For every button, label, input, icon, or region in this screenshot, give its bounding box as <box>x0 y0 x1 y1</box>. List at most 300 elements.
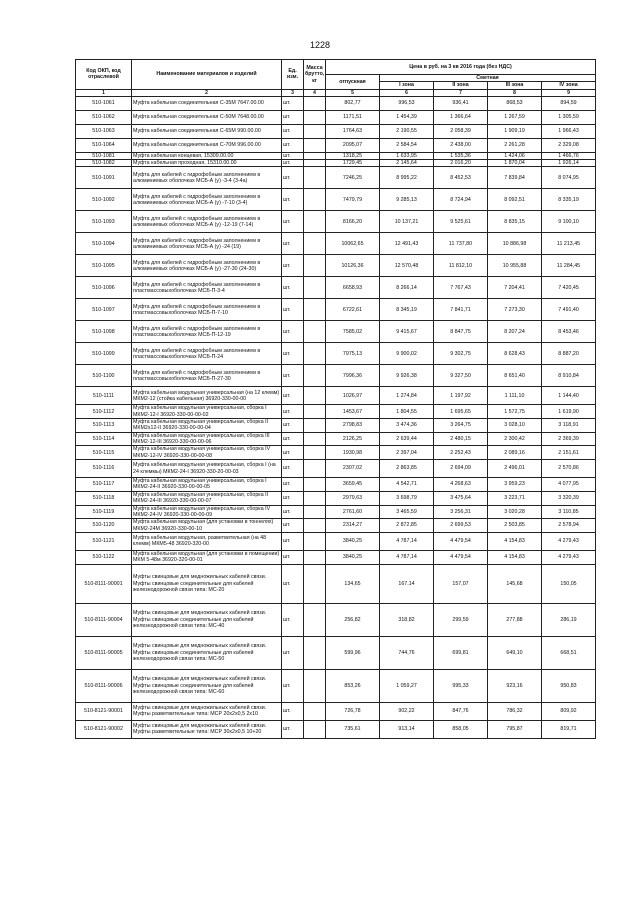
row-zone-1: 902,22 <box>380 702 434 720</box>
header-unit: Ед. изм. <box>282 60 304 90</box>
row-code: 510-1093 <box>76 211 132 233</box>
row-zone-2: 1 695,65 <box>434 405 488 419</box>
row-zone-1: 4 542,71 <box>380 478 434 492</box>
row-mass <box>304 446 326 460</box>
column-number-row <box>76 89 596 96</box>
row-zone-1: 3 465,59 <box>380 505 434 519</box>
row-name: Муфты свинцовые для медножильных кабелей связи. Муфты разветвительные типа: МСР 20х2х0,5 2х10 <box>132 702 282 720</box>
row-zone-1: 9 285,13 <box>380 189 434 211</box>
row-zone-1: 9 900,02 <box>380 343 434 365</box>
row-code: 510-1120 <box>76 519 132 533</box>
table-row <box>76 564 596 603</box>
row-zone-4: 3 118,91 <box>542 419 596 433</box>
row-name: Муфта кабельная модульная (для установки в помещении) МКМ 5-48м 36920-320-00-01 <box>132 550 282 564</box>
row-release: 1318,25 <box>326 152 380 159</box>
row-zone-1: 1 059,27 <box>380 669 434 702</box>
row-zone-1: 12 570,48 <box>380 255 434 277</box>
row-zone-1: 1 804,55 <box>380 405 434 419</box>
row-release: 8166,20 <box>326 211 380 233</box>
row-name: Муфта для кабелей с гидрофобным заполнением в алюминиевых оболочках МСБ-А (у) -27-30 (24-30) <box>132 255 282 277</box>
row-mass <box>304 167 326 189</box>
row-zone-1: 913,14 <box>380 720 434 738</box>
column-number: 7 <box>434 89 488 96</box>
row-name: Муфта кабельная модульная универсальная, сборка I (на 24 клеммы) МКМ2-24-I 36920-330-20-00-03 <box>132 460 282 478</box>
row-unit: шт. <box>282 446 304 460</box>
row-name: Муфта для кабелей с гидрофобным заполнением в алюминиевых оболочках МСБ-А (у) -24 (19) <box>132 233 282 255</box>
row-zone-4: 3 110,85 <box>542 505 596 519</box>
table-row <box>76 110 596 124</box>
row-name: Муфта для кабелей с гидрофобным заполнением в пластмассовыхоболочках МСБ-П-12-19 <box>132 321 282 343</box>
row-zone-4: 11 284,45 <box>542 255 596 277</box>
row-mass <box>304 491 326 505</box>
row-zone-2: 7 767,43 <box>434 277 488 299</box>
table-row <box>76 233 596 255</box>
row-unit: шт. <box>282 365 304 387</box>
row-release: 2126,25 <box>326 432 380 446</box>
row-release: 134,65 <box>326 564 380 603</box>
row-mass <box>304 519 326 533</box>
row-code: 510-1091 <box>76 167 132 189</box>
header-estimate: Сметная <box>380 75 596 82</box>
row-zone-3: 1 267,59 <box>488 110 542 124</box>
row-zone-1: 4 787,14 <box>380 532 434 550</box>
row-zone-3: 8 835,15 <box>488 211 542 233</box>
row-zone-2: 7 841,71 <box>434 299 488 321</box>
row-zone-1: 1 454,39 <box>380 110 434 124</box>
row-zone-4: 11 213,45 <box>542 233 596 255</box>
row-name: Муфта кабельная модульная универсальная, сборка III МКМ2-12-III 36920-330-00-00-06 <box>132 432 282 446</box>
row-mass <box>304 387 326 405</box>
row-zone-3: 795,87 <box>488 720 542 738</box>
row-mass <box>304 110 326 124</box>
row-unit: шт. <box>282 110 304 124</box>
row-release: 1930,98 <box>326 446 380 460</box>
table-row <box>76 211 596 233</box>
row-zone-4: 4 279,43 <box>542 550 596 564</box>
row-zone-2: 8 452,53 <box>434 167 488 189</box>
row-release: 735,61 <box>326 720 380 738</box>
table-row <box>76 505 596 519</box>
row-mass <box>304 550 326 564</box>
table-row <box>76 478 596 492</box>
row-name: Муфта кабельная проходная, 15310.00.00 <box>132 160 282 167</box>
row-name: Муфта кабельная соединительная С-35М 7647.00.00 <box>132 96 282 110</box>
table-body <box>76 96 596 738</box>
row-mass <box>304 636 326 669</box>
row-zone-3: 2 089,16 <box>488 446 542 460</box>
row-zone-2: 299,59 <box>434 603 488 636</box>
row-name: Муфта для кабелей с гидрофобным заполнением в алюминиевых оболочках МСБ-А (у) -3-4 (3-4а) <box>132 167 282 189</box>
row-code: 510-1116 <box>76 460 132 478</box>
row-code: 510-1114 <box>76 432 132 446</box>
row-mass <box>304 321 326 343</box>
row-mass <box>304 419 326 433</box>
row-unit: шт. <box>282 720 304 738</box>
row-code: 510-1122 <box>76 550 132 564</box>
row-mass <box>304 152 326 159</box>
row-zone-3: 8 092,51 <box>488 189 542 211</box>
row-zone-4: 8 453,46 <box>542 321 596 343</box>
row-zone-1: 3 698,79 <box>380 491 434 505</box>
row-release: 7246,25 <box>326 167 380 189</box>
row-zone-3: 8 628,43 <box>488 343 542 365</box>
row-zone-2: 2 016,20 <box>434 160 488 167</box>
row-zone-1: 3 474,36 <box>380 419 434 433</box>
row-zone-4: 8 335,19 <box>542 189 596 211</box>
row-zone-2: 2 252,43 <box>434 446 488 460</box>
row-code: 510-1096 <box>76 277 132 299</box>
row-name: Муфта для кабелей с гидрофобным заполнением в алюминиевых оболочках МСБ-А (у) -7-10 (3-4) <box>132 189 282 211</box>
row-zone-1: 2 639,44 <box>380 432 434 446</box>
row-unit: шт. <box>282 519 304 533</box>
row-release: 802,77 <box>326 96 380 110</box>
row-name: Муфта кабельная модульная универсальная, сборка IV МКМ2-12-IV 36920-330-00-00-08 <box>132 446 282 460</box>
table-row <box>76 550 596 564</box>
column-number: 6 <box>380 89 434 96</box>
row-name: Муфта кабельная модульная универсальная, сборка I МКМ2-12-I 36920-330-00-00-02 <box>132 405 282 419</box>
table-row <box>76 167 596 189</box>
row-unit: шт. <box>282 669 304 702</box>
table-row <box>76 124 596 138</box>
row-unit: шт. <box>282 96 304 110</box>
row-zone-4: 3 320,39 <box>542 491 596 505</box>
header-zone-3: III зона <box>488 82 542 89</box>
row-zone-3: 7 839,84 <box>488 167 542 189</box>
row-zone-1: 8 266,14 <box>380 277 434 299</box>
row-zone-4: 8 074,95 <box>542 167 596 189</box>
row-zone-4: 1 144,40 <box>542 387 596 405</box>
table-row <box>76 491 596 505</box>
row-release: 3659,45 <box>326 478 380 492</box>
column-number: 3 <box>282 89 304 96</box>
row-unit: шт. <box>282 636 304 669</box>
row-zone-4: 2 329,08 <box>542 138 596 152</box>
row-name: Муфта кабельная модульная универсальная, сборка II МКМ2-24-III 36920-330-00-00-07 <box>132 491 282 505</box>
row-zone-2: 3 475,64 <box>434 491 488 505</box>
row-name: Муфта кабельная модульная универсальная, сборка II МКМ2х12-II 36920-330-00-00-04 <box>132 419 282 433</box>
row-name: Муфта для кабелей с гидрофобным заполнением в пластмассовыхоболочках МСБ-П-24 <box>132 343 282 365</box>
table-row <box>76 446 596 460</box>
table-row <box>76 189 596 211</box>
row-mass <box>304 603 326 636</box>
table-row <box>76 519 596 533</box>
row-release: 853,26 <box>326 669 380 702</box>
table-row <box>76 365 596 387</box>
row-name: Муфта кабельная модульная универсальная (на 12 клемм) МКМ2-12 (стойка кабельная) 36920-330-00-00 <box>132 387 282 405</box>
row-code: 510-8111-90004 <box>76 603 132 636</box>
row-zone-2: 995,33 <box>434 669 488 702</box>
row-release: 6658,93 <box>326 277 380 299</box>
row-name: Муфта кабельная модульная (для установки в тоннелях) МКМ2-24М 36920-330-00-10 <box>132 519 282 533</box>
row-zone-4: 950,83 <box>542 669 596 702</box>
column-number: 1 <box>76 89 132 96</box>
row-zone-3: 1 111,10 <box>488 387 542 405</box>
row-release: 1729,45 <box>326 160 380 167</box>
row-name: Муфта для кабелей с гидрофобным заполнением в алюминиевых оболочках МСБ-А (у) -12-19 (7-14) <box>132 211 282 233</box>
table-row <box>76 603 596 636</box>
row-zone-2: 4 479,54 <box>434 532 488 550</box>
row-mass <box>304 702 326 720</box>
row-mass <box>304 564 326 603</box>
table-row <box>76 460 596 478</box>
row-release: 10062,65 <box>326 233 380 255</box>
row-zone-2: 2 699,53 <box>434 519 488 533</box>
row-release: 2314,27 <box>326 519 380 533</box>
row-release: 10126,36 <box>326 255 380 277</box>
header-zone-2: II зона <box>434 82 488 89</box>
row-zone-2: 11 812,10 <box>434 255 488 277</box>
row-zone-3: 4 154,83 <box>488 550 542 564</box>
header-name: Наименование материалов и изделий <box>132 60 282 90</box>
table-row <box>76 405 596 419</box>
row-zone-4: 7 491,40 <box>542 299 596 321</box>
header-code: Код ОКП, код отраслевой <box>76 60 132 90</box>
table-row <box>76 532 596 550</box>
price-table <box>75 59 596 739</box>
row-zone-2: 4 268,63 <box>434 478 488 492</box>
row-release: 3840,25 <box>326 532 380 550</box>
table-row <box>76 152 596 159</box>
row-zone-2: 9 302,75 <box>434 343 488 365</box>
row-unit: шт. <box>282 152 304 159</box>
row-zone-4: 8 910,84 <box>542 365 596 387</box>
row-unit: шт. <box>282 167 304 189</box>
row-zone-2: 4 479,54 <box>434 550 488 564</box>
row-zone-3: 868,53 <box>488 96 542 110</box>
row-mass <box>304 405 326 419</box>
row-zone-1: 744,76 <box>380 636 434 669</box>
row-zone-4: 2 151,61 <box>542 446 596 460</box>
table-row <box>76 387 596 405</box>
row-unit: шт. <box>282 532 304 550</box>
row-zone-1: 2 863,85 <box>380 460 434 478</box>
table-header <box>76 60 596 97</box>
row-release: 1026,97 <box>326 387 380 405</box>
row-unit: шт. <box>282 299 304 321</box>
row-code: 510-8111-90006 <box>76 669 132 702</box>
row-name: Муфты свинцовые для медножильных кабелей связи. Муфты свинцовые соединительные для кабелей железнодорожной связи типа: МС-20 <box>132 564 282 603</box>
row-code: 510-1097 <box>76 299 132 321</box>
row-release: 1453,67 <box>326 405 380 419</box>
row-zone-1: 996,53 <box>380 96 434 110</box>
row-unit: шт. <box>282 603 304 636</box>
row-zone-4: 894,59 <box>542 96 596 110</box>
row-zone-3: 923,16 <box>488 669 542 702</box>
row-name: Муфта кабельная модульная универсальная, сборка I МКМ2-24-II 36920-330-00-00-05 <box>132 478 282 492</box>
row-zone-1: 2 145,64 <box>380 160 434 167</box>
row-zone-3: 1 572,75 <box>488 405 542 419</box>
row-unit: шт. <box>282 702 304 720</box>
row-mass <box>304 124 326 138</box>
row-mass <box>304 432 326 446</box>
row-name: Муфты свинцовые для медножильных кабелей связи. Муфты разветвительные типа: МСР 30х2х0,5 10+20 <box>132 720 282 738</box>
row-release: 2761,60 <box>326 505 380 519</box>
row-unit: шт. <box>282 189 304 211</box>
row-zone-4: 809,92 <box>542 702 596 720</box>
row-zone-3: 3 959,23 <box>488 478 542 492</box>
row-mass <box>304 343 326 365</box>
row-zone-1: 2 397,04 <box>380 446 434 460</box>
row-release: 256,82 <box>326 603 380 636</box>
row-zone-1: 10 137,21 <box>380 211 434 233</box>
table-row <box>76 255 596 277</box>
table-row <box>76 419 596 433</box>
row-zone-2: 9 327,50 <box>434 365 488 387</box>
row-name: Муфта для кабелей с гидрофобным заполнением в пластмассовыхоболочках МСБ-П-27-30 <box>132 365 282 387</box>
row-release: 3840,25 <box>326 550 380 564</box>
row-code: 510-1092 <box>76 189 132 211</box>
row-zone-1: 4 787,14 <box>380 550 434 564</box>
row-code: 510-1094 <box>76 233 132 255</box>
row-zone-4: 7 420,45 <box>542 277 596 299</box>
row-zone-1: 318,82 <box>380 603 434 636</box>
row-release: 7975,13 <box>326 343 380 365</box>
row-zone-1: 1 274,84 <box>380 387 434 405</box>
row-name: Муфта кабельная модульная, разветвительная (на 48 клемм) МКМ5-48 36920-320-00 <box>132 532 282 550</box>
row-mass <box>304 365 326 387</box>
row-zone-4: 1 619,90 <box>542 405 596 419</box>
page-number: 1228 <box>309 40 331 50</box>
table-row <box>76 299 596 321</box>
row-release: 599,96 <box>326 636 380 669</box>
row-mass <box>304 96 326 110</box>
row-zone-4: 1 305,59 <box>542 110 596 124</box>
row-zone-3: 10 955,88 <box>488 255 542 277</box>
row-release: 1764,63 <box>326 124 380 138</box>
header-zone-4: IV зона <box>542 82 596 89</box>
row-zone-4: 1 926,14 <box>542 160 596 167</box>
row-zone-2: 3 264,75 <box>434 419 488 433</box>
row-zone-2: 9 525,61 <box>434 211 488 233</box>
row-code: 510-1099 <box>76 343 132 365</box>
row-code: 510-1100 <box>76 365 132 387</box>
row-zone-2: 699,81 <box>434 636 488 669</box>
row-release: 7479,79 <box>326 189 380 211</box>
row-zone-3: 8 651,40 <box>488 365 542 387</box>
row-unit: шт. <box>282 387 304 405</box>
row-mass <box>304 669 326 702</box>
row-unit: шт. <box>282 505 304 519</box>
row-unit: шт. <box>282 550 304 564</box>
row-zone-4: 1 466,76 <box>542 152 596 159</box>
row-unit: шт. <box>282 343 304 365</box>
row-release: 726,78 <box>326 702 380 720</box>
row-zone-3: 3 020,28 <box>488 505 542 519</box>
row-zone-2: 11 737,80 <box>434 233 488 255</box>
row-zone-3: 10 886,98 <box>488 233 542 255</box>
row-unit: шт. <box>282 160 304 167</box>
row-name: Муфта кабельная соединительная С-50М 7648.00.00 <box>132 110 282 124</box>
row-mass <box>304 138 326 152</box>
row-code: 510-1082 <box>76 160 132 167</box>
row-zone-3: 1 870,04 <box>488 160 542 167</box>
table-row <box>76 343 596 365</box>
row-code: 510-1119 <box>76 505 132 519</box>
row-zone-3: 145,68 <box>488 564 542 603</box>
column-number: 8 <box>488 89 542 96</box>
row-unit: шт. <box>282 211 304 233</box>
row-mass <box>304 460 326 478</box>
row-unit: шт. <box>282 419 304 433</box>
row-unit: шт. <box>282 138 304 152</box>
row-zone-3: 786,32 <box>488 702 542 720</box>
row-zone-3: 7 273,30 <box>488 299 542 321</box>
row-zone-2: 858,05 <box>434 720 488 738</box>
row-release: 1171,51 <box>326 110 380 124</box>
row-mass <box>304 211 326 233</box>
row-unit: шт. <box>282 460 304 478</box>
row-zone-1: 12 491,43 <box>380 233 434 255</box>
row-zone-2: 2 438,00 <box>434 138 488 152</box>
header-zone-1: I зона <box>380 82 434 89</box>
row-zone-3: 2 261,28 <box>488 138 542 152</box>
row-mass <box>304 720 326 738</box>
table-row <box>76 160 596 167</box>
row-code: 510-1095 <box>76 255 132 277</box>
row-zone-2: 8 847,75 <box>434 321 488 343</box>
row-zone-4: 8 887,20 <box>542 343 596 365</box>
row-zone-4: 4 077,95 <box>542 478 596 492</box>
row-unit: шт. <box>282 491 304 505</box>
row-name: Муфта кабельная концевая, 15309.00.00 <box>132 152 282 159</box>
row-release: 2979,63 <box>326 491 380 505</box>
row-zone-4: 286,19 <box>542 603 596 636</box>
row-zone-1: 9 926,38 <box>380 365 434 387</box>
row-zone-2: 2 480,15 <box>434 432 488 446</box>
row-unit: шт. <box>282 321 304 343</box>
row-zone-2: 3 256,31 <box>434 505 488 519</box>
row-zone-4: 2 578,94 <box>542 519 596 533</box>
table-row <box>76 138 596 152</box>
row-zone-2: 847,76 <box>434 702 488 720</box>
row-name: Муфта кабельная соединительная С-70М 996.00.00 <box>132 138 282 152</box>
row-release: 7996,36 <box>326 365 380 387</box>
row-zone-1: 167,14 <box>380 564 434 603</box>
row-name: Муфты свинцовые для медножильных кабелей связи. Муфты свинцовые соединительные для кабелей железнодорожной связи типа: МС-50 <box>132 636 282 669</box>
row-zone-1: 2 190,55 <box>380 124 434 138</box>
row-unit: шт. <box>282 564 304 603</box>
row-zone-3: 2 496,01 <box>488 460 542 478</box>
table-row <box>76 702 596 720</box>
row-zone-3: 649,10 <box>488 636 542 669</box>
row-unit: шт. <box>282 478 304 492</box>
column-number: 5 <box>326 89 380 96</box>
row-code: 510-8121-90002 <box>76 720 132 738</box>
row-name: Муфта для кабелей с гидрофобным заполнением в пластмассовыхоболочках МСБ-П-3-4 <box>132 277 282 299</box>
row-mass <box>304 277 326 299</box>
row-zone-4: 9 100,10 <box>542 211 596 233</box>
row-code: 510-1064 <box>76 138 132 152</box>
row-code: 510-1062 <box>76 110 132 124</box>
row-zone-2: 1 535,36 <box>434 152 488 159</box>
header-price-group: Цена в руб. на 3 кв 2016 года (без НДС) <box>326 60 596 75</box>
row-zone-4: 1 966,43 <box>542 124 596 138</box>
row-unit: шт. <box>282 255 304 277</box>
row-zone-2: 1 197,92 <box>434 387 488 405</box>
column-number: 9 <box>542 89 596 96</box>
row-zone-3: 277,88 <box>488 603 542 636</box>
row-unit: шт. <box>282 432 304 446</box>
table-row <box>76 321 596 343</box>
row-name: Муфта для кабелей с гидрофобным заполнением в пластмассовыхоболочках МСБ-П-7-10 <box>132 299 282 321</box>
row-code: 510-1063 <box>76 124 132 138</box>
row-mass <box>304 160 326 167</box>
row-release: 2307,02 <box>326 460 380 478</box>
row-code: 510-1113 <box>76 419 132 433</box>
row-code: 510-1111 <box>76 387 132 405</box>
row-mass <box>304 478 326 492</box>
row-code: 510-1118 <box>76 491 132 505</box>
